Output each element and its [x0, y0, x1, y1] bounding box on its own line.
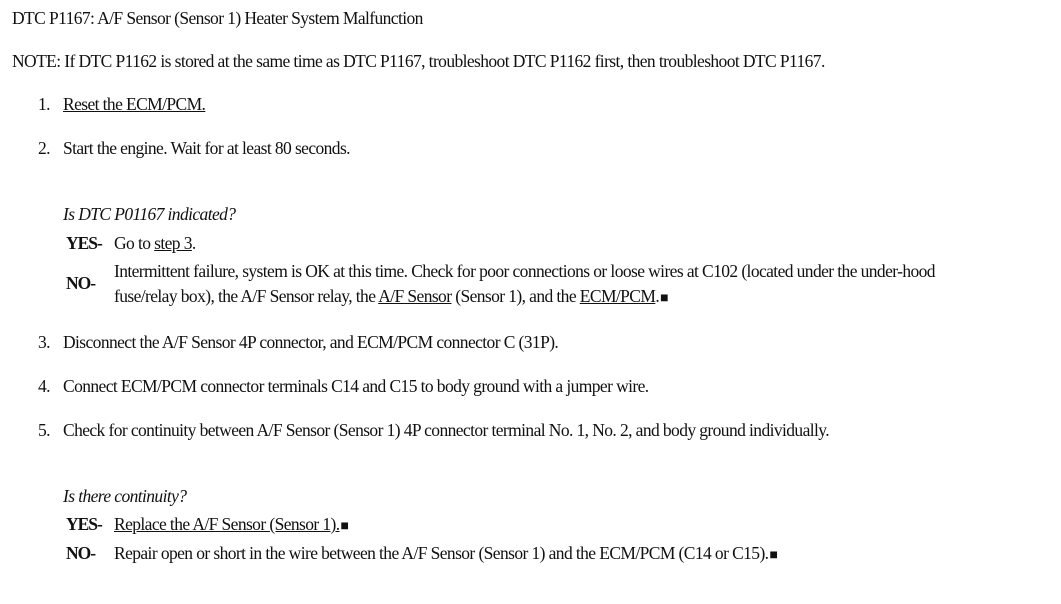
step-text: Connect ECM/PCM connector terminals C14 and C15 to body ground with a jumper wire.: [63, 376, 649, 396]
af-sensor-link[interactable]: A/F Sensor: [378, 286, 452, 306]
end-square-icon: ■: [660, 291, 669, 306]
question-dtc-indicated: Is DTC P01167 indicated?: [63, 204, 236, 224]
step-1: [38, 94, 205, 115]
step-number: 5.: [38, 420, 50, 440]
yes-text: Go to: [114, 233, 155, 253]
end-square-icon: ■: [769, 548, 778, 563]
step-text: Check for continuity between A/F Sensor (Sensor 1) 4P connector terminal No. 1, No. 2, and body ground individually.: [63, 420, 830, 440]
step-number: 1.: [38, 94, 50, 114]
step-number: 2.: [38, 138, 50, 158]
yes-label: YES-: [66, 514, 102, 534]
step-number: 4.: [38, 376, 50, 396]
end-square-icon: ■: [340, 519, 350, 534]
no-label: NO-: [66, 273, 96, 293]
yes-label: YES-: [66, 233, 102, 253]
question-continuity: Is there continuity?: [63, 486, 187, 506]
no-answer-line-1: Intermittent failure, system is OK at this time. Check for poor connections or loose wires at C102 (located under the under-hood: [114, 261, 935, 281]
yes-answer: [114, 233, 196, 254]
note-text: NOTE: If DTC P1162 is stored at the same time as DTC P1167, troubleshoot DTC P1162 first, then troubleshoot DTC P1167.: [12, 51, 825, 71]
step-number: 3.: [38, 332, 50, 352]
no-text: Repair open or short in the wire between the A/F Sensor (Sensor 1) and the ECM/PCM (C14 or C15).: [114, 543, 769, 563]
no-text-c: .: [655, 286, 660, 306]
step-2: [38, 138, 350, 159]
step-3-link[interactable]: step 3: [154, 233, 192, 253]
no-text-b: (Sensor 1), and the: [451, 286, 580, 306]
no-text-a: fuse/relay box), the A/F Sensor relay, the: [114, 286, 379, 306]
ecm-pcm-link[interactable]: ECM/PCM: [579, 286, 656, 306]
reset-ecm-link[interactable]: Reset the ECM/PCM.: [63, 94, 206, 114]
step-4: [38, 376, 649, 397]
step-text: Disconnect the A/F Sensor 4P connector, and ECM/PCM connector C (31P).: [63, 332, 559, 352]
no-answer: [114, 543, 778, 564]
step-text: Start the engine. Wait for at least 80 seconds.: [63, 138, 350, 158]
no-answer-line-2: [114, 286, 669, 307]
no-label: NO-: [66, 543, 96, 563]
step-3: [38, 332, 558, 353]
page-title: DTC P1167: A/F Sensor (Sensor 1) Heater System Malfunction: [12, 8, 423, 28]
period: .: [191, 233, 196, 253]
step-5: [38, 420, 829, 441]
yes-answer: [114, 514, 349, 535]
replace-af-sensor-link[interactable]: Replace the A/F Sensor (Sensor 1).: [114, 514, 340, 534]
